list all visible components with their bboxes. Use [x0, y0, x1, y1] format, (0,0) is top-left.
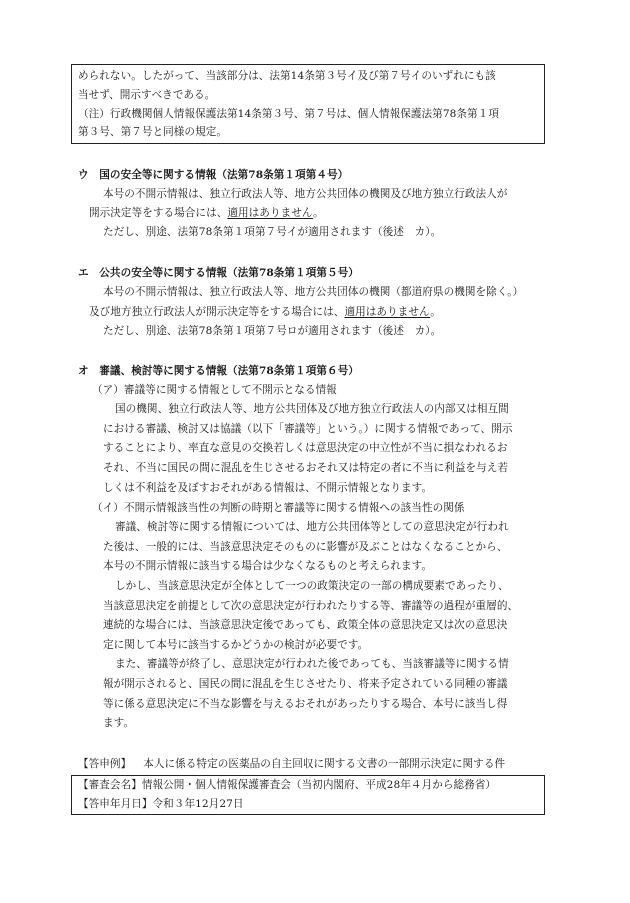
example-line — [78, 757, 505, 771]
section-o-sub-a-line-1: 国の機関、独立行政法人等、地方公共団体及び地方独立行政法人の内部又は相互間 — [115, 403, 509, 415]
report-date-value: 令和３年12月27日 — [152, 798, 244, 810]
example-text: 本人に係る特定の医薬品の自主回収に関する文書の一部開示決定に関する件 — [143, 758, 506, 770]
section-u-heading: ウ 国の安全等に関する情報（法第78条第１項第４号） — [78, 169, 349, 181]
section-o-sub-a-line-5: しくは不利益を及ぼすおそれがある情報は、不開示情報となります。 — [103, 482, 433, 494]
section-e-underlined-text: 適用はありません — [344, 306, 431, 318]
review-board-label: 【審査会名】 — [78, 779, 142, 791]
section-o-heading: オ 審議、検討等に関する情報（法第78条第１項第６号） — [78, 365, 359, 377]
top-box-line-2: 当せず、開示すべきである。 — [78, 89, 216, 101]
section-u-line-2-post: 。 — [313, 207, 324, 219]
section-u-line-2-pre: 開示決定等をする場合には、 — [89, 207, 228, 219]
section-o-sub-a-title: （ア）審議等に関する情報として不開示となる情報 — [92, 384, 337, 396]
review-board-value: 情報公開・個人情報保護審査会（当初内閣府、平成28年４月から総務省） — [141, 779, 497, 791]
section-o-sub-i-title: （イ）不開示情報該当性の判断の時期と審議等に関する情報への該当性の関係 — [92, 502, 465, 514]
section-o-sub-i-p1-line-1: 審議、検討等に関する情報については、地方公共団体等としての意思決定が行われ — [115, 521, 509, 533]
section-u-line-2 — [89, 206, 324, 220]
section-e-line-2-pre: 及び地方独立行政法人が開示決定等をする場合には、 — [89, 306, 345, 318]
section-o-sub-a-line-3: することにより、率直な意見の交換若しくは意思決定の中立性が不当に損なわれるお — [103, 442, 508, 454]
top-box-line-1: められない。したがって、当該部分は、法第14条第３号イ及び第７号イのいずれにも該 — [78, 70, 496, 82]
section-o-sub-i-p2-line-1: しかし、当該意思決定が全体として一つの政策決定の一部の構成要素であったり、 — [115, 580, 509, 592]
report-date-label: 【答申年月日】 — [78, 798, 153, 810]
section-o-sub-i-p1-line-2: た後は、一般的には、当該意思決定そのものに影響が及ぶことはなくなることから、 — [103, 541, 508, 553]
section-e-line-2 — [89, 305, 441, 319]
section-e-heading: エ 公共の安全等に関する情報（法第78条第１項第５号） — [78, 267, 359, 279]
section-u-line-1: 本号の不開示情報は、独立行政法人等、地方公共団体の機関及び地方独立行政法人が — [103, 188, 508, 200]
section-e-line-2-post: 。 — [430, 306, 441, 318]
section-o-sub-i-p2-line-3: 連続的な場合には、当該意思決定後であっても、政策全体の意思決定又は次の意思決 — [103, 619, 508, 631]
review-board-line — [78, 778, 496, 792]
section-o-sub-i-p2-line-4: 定に関して本号に該当するかどうかの検討が必要です。 — [103, 639, 369, 651]
top-box-line-3: （注）行政機関個人情報保護法第14条第３号、第７号は、個人情報保護法第78条第１項 — [78, 108, 499, 120]
section-o-sub-i-p3-line-4: ます。 — [103, 717, 135, 729]
section-o-sub-a-line-4: それ、不当に国民の間に混乱を生じさせるおそれ又は特定の者に不当に利益を与え若 — [103, 462, 509, 474]
example-label: 【答申例】 — [78, 758, 132, 770]
section-o-sub-i-p1-line-3: 本号の不開示情報に該当する場合は少なくなるものと考えられます。 — [103, 560, 433, 572]
top-box-line-4: 第３号、第７号と同様の規定。 — [78, 126, 228, 138]
section-o-sub-i-p3-line-2: 報が開示されると、国民の間に混乱を生じさせたり、将来予定されている同種の審議 — [103, 678, 508, 690]
section-o-sub-i-p2-line-2: 当該意思決定を前提として次の意思決定が行われたりする等、審議等の過程が重層的、 — [103, 600, 519, 612]
report-date-line — [78, 797, 244, 811]
section-o-sub-i-p3-line-3: 等に係る意思決定に不当な影響を与えるおそれがあったりする場合、本号に該当し得 — [103, 698, 508, 710]
section-e-line-3: ただし、別途、法第78条第１項第７号ロが適用されます（後述 カ）。 — [103, 325, 442, 337]
section-o-sub-a-line-2: における審議、検討又は協議（以下「審議等」という。）に関する情報であって、開示 — [103, 423, 513, 435]
section-e-line-1: 本号の不開示情報は、独立行政法人等、地方公共団体の機関（都道府県の機関を除く。） — [103, 286, 524, 298]
section-u-underlined-text: 適用はありません — [227, 207, 314, 219]
section-u-line-3: ただし、別途、法第78条第１項第７号イが適用されます（後述 カ）。 — [103, 226, 442, 238]
section-o-sub-i-p3-line-1: また、審議等が終了し、意思決定が行われた後であっても、当該審議等に関する情 — [115, 658, 509, 670]
